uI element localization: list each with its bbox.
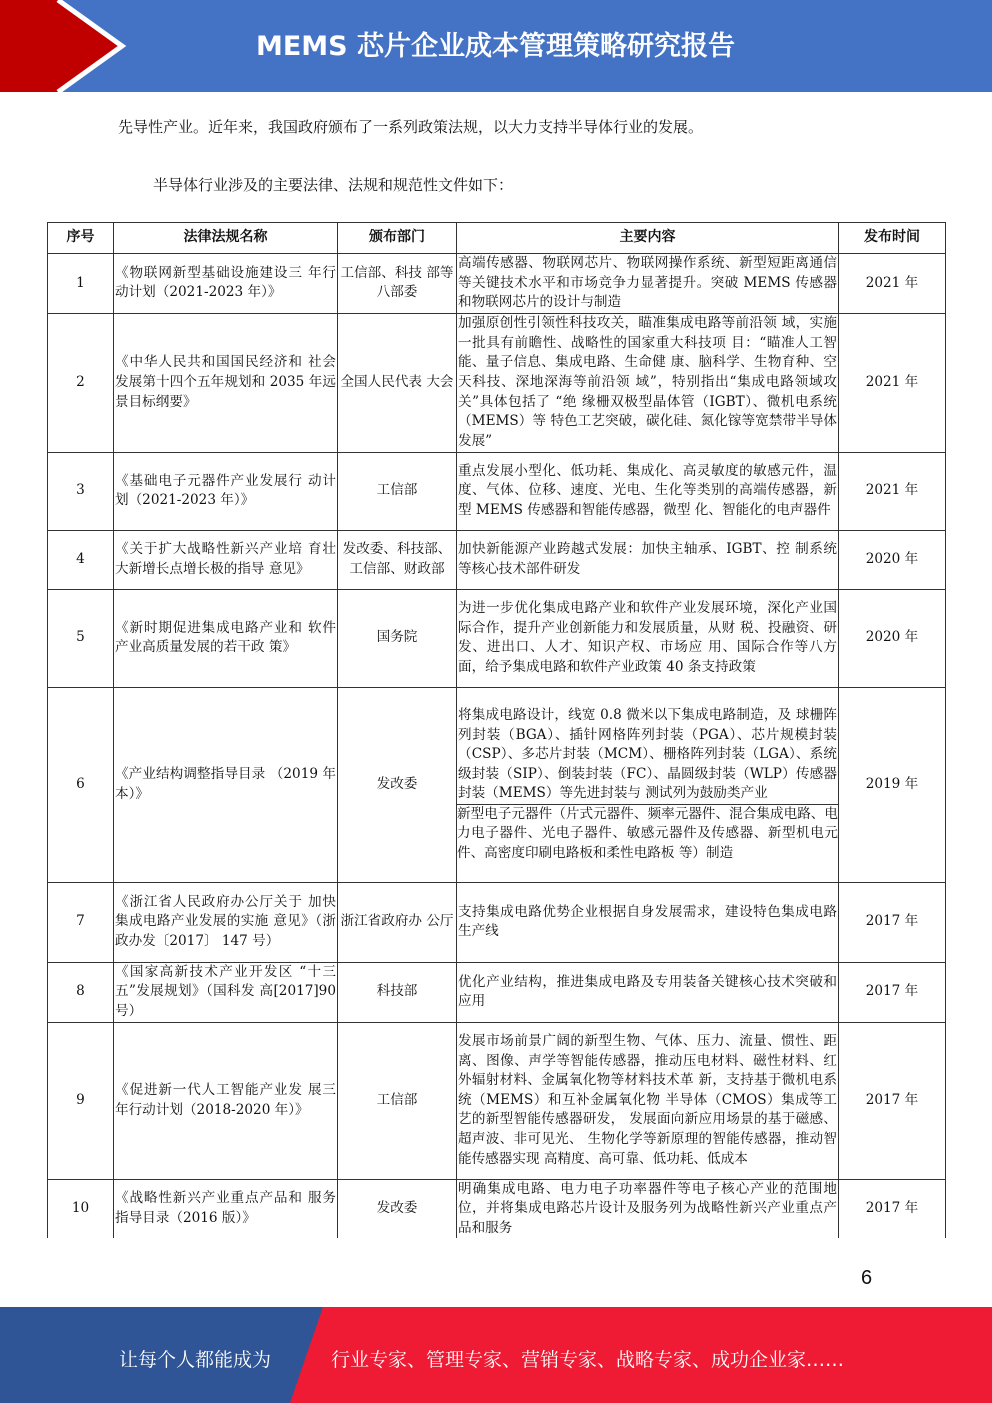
main-content	[457, 687, 839, 882]
content-paragraph: 为进一步优化集成电路产业和软件产业发展环境，深化产业国际合作，提升产业创新能力和发展质量，从财 税、投融资、研发、进出口、人才、知识产权、市场应 用、国际合作等八方面，给予集成电路和软件产业政策 40 条支持政策	[458, 600, 837, 675]
row-number: 1	[48, 254, 114, 314]
table-row	[48, 530, 946, 589]
footer-slogan-left: 让每个人都能成为	[119, 1349, 272, 1371]
publish-date: 2021 年	[839, 313, 946, 452]
arrow-decoration-icon	[0, 0, 130, 92]
regulation-name: 《物联网新型基础设施建设三 年行动计划（2021-2023 年）》	[114, 254, 338, 314]
content-paragraph: 高端传感器、物联网芯片、物联网操作系统、新型短距离通信等关键技术水平和市场竞争力显著提升。突破 MEMS 传感器和物联网芯片的设计与制造	[458, 255, 837, 311]
table-row	[48, 687, 946, 882]
footer-banner	[0, 1307, 992, 1403]
regulation-name: 《新时期促进集成电路产业和 软件产业高质量发展的若干政 策》	[114, 589, 338, 687]
row-number: 5	[48, 589, 114, 687]
header-date: 发布时间	[839, 223, 946, 254]
issuing-department: 工信部	[338, 1022, 457, 1179]
table-row	[48, 254, 946, 314]
row-number: 8	[48, 962, 114, 1022]
row-number: 4	[48, 530, 114, 589]
publish-date: 2017 年	[839, 882, 946, 962]
main-content	[457, 254, 839, 314]
regulation-name: 《促进新一代人工智能产业发 展三年行动计划（2018-2020 年）》	[114, 1022, 338, 1179]
row-number: 3	[48, 452, 114, 530]
publish-date: 2019 年	[839, 687, 946, 882]
publish-date: 2020 年	[839, 589, 946, 687]
content-paragraph: 支持集成电路优势企业根据自身发展需求，建设特色集成电路生产线	[458, 903, 837, 940]
content-paragraph: 新型电子元器件（片式元器件、频率元器件、混合集成电路、电力电子器件、光电子器件、敏感元器件及传感器、新型机电元件、高密度印刷电路板和柔性电路板 等）制造	[457, 804, 838, 864]
issuing-department: 工信部	[338, 452, 457, 530]
report-title: MEMS 芯片企业成本管理策略研究报告	[256, 31, 736, 62]
row-number: 6	[48, 687, 114, 882]
issuing-department: 工信部、科技 部等八部委	[338, 254, 457, 314]
issuing-department: 国务院	[338, 589, 457, 687]
publish-date: 2017 年	[839, 962, 946, 1022]
table-caption: 半导体行业涉及的主要法律、法规和规范性文件如下：	[153, 176, 514, 194]
table-row	[48, 1022, 946, 1179]
regulation-name: 《战略性新兴产业重点产品和 服务指导目录（2016 版）》	[114, 1179, 338, 1238]
intro-paragraph: 先导性产业。近年来，我国政府颁布了一系列政策法规，以大力支持半导体行业的发展。	[118, 118, 704, 136]
row-number: 7	[48, 882, 114, 962]
header-content: 主要内容	[457, 223, 839, 254]
regulation-name: 《浙江省人民政府办公厅关于 加快集成电路产业发展的实施 意见》（浙政办发〔2017〕 147 号）	[114, 882, 338, 962]
main-content	[457, 589, 839, 687]
table-row	[48, 589, 946, 687]
main-content	[457, 313, 839, 452]
issuing-department: 发改委	[338, 1179, 457, 1238]
publish-date: 2021 年	[839, 452, 946, 530]
content-paragraph: 重点发展小型化、低功耗、集成化、高灵敏度的敏感元件，温度、气体、位移、速度、光电、生化等类别的高端传感器，新型 MEMS 传感器和智能传感器，微型 化、智能化的电声器件	[458, 462, 837, 519]
table-row	[48, 313, 946, 452]
header-banner	[0, 0, 992, 92]
issuing-department: 发改委	[338, 687, 457, 882]
content-paragraph: 加快新能源产业跨越式发展：加快主轴承、IGBT、控 制系统等核心技术部件研发	[458, 541, 837, 577]
table-row	[48, 1179, 946, 1238]
main-content	[457, 1179, 839, 1238]
header-dept: 颁布部门	[338, 223, 457, 254]
table-row	[48, 452, 946, 530]
publish-date: 2017 年	[839, 1022, 946, 1179]
regulation-name: 《关于扩大战略性新兴产业培 育壮大新增长点增长极的指导 意见》	[114, 530, 338, 589]
page-number: 6	[861, 1267, 873, 1289]
publish-date: 2020 年	[839, 530, 946, 589]
main-content	[457, 530, 839, 589]
row-number: 10	[48, 1179, 114, 1238]
publish-date: 2017 年	[839, 1179, 946, 1238]
regulations-table	[47, 222, 946, 1238]
regulation-name: 《产业结构调整指导目录 （2019 年本）》	[114, 687, 338, 882]
row-number: 2	[48, 313, 114, 452]
row-number: 9	[48, 1022, 114, 1179]
main-content	[457, 962, 839, 1022]
table-row	[48, 882, 946, 962]
regulation-name: 《基础电子元器件产业发展行 动计划（2021-2023 年）》	[114, 452, 338, 530]
regulation-name: 《国家高新技术产业开发区 “十三五”发展规划》（国科发 高[2017]90 号）	[114, 962, 338, 1022]
content-paragraph: 明确集成电路、电力电子功率器件等电子核心产业的范围地位，并将集成电路芯片设计及服务列为战略性新兴产业重点产品和服务	[458, 1180, 837, 1236]
table-row	[48, 962, 946, 1022]
content-paragraph: 将集成电路设计，线宽 0.8 微米以下集成电路制造，及 球栅阵列封装（BGA）、插针网格阵列封装（PGA）、芯片规模封装（CSP）、多芯片封装（MCM）、栅格阵列封装（LGA）、系统级封装（SIP）、倒装封装（FC）、晶圆级封装（WLP）传感器封装（MEMS）等先进封装与 测试列为鼓励类产业	[458, 706, 837, 802]
issuing-department: 发改委、科技部、工信部、财政部	[338, 530, 457, 589]
issuing-department: 浙江省政府办 公厅	[338, 882, 457, 962]
footer-slogan-right: 行业专家、管理专家、营销专家、战略专家、成功企业家……	[331, 1349, 845, 1371]
table-header-row	[48, 223, 946, 254]
issuing-department: 全国人民代表 大会	[338, 313, 457, 452]
content-paragraph: 优化产业结构，推进集成电路及专用装备关键核心技术突破和应用	[458, 973, 837, 1010]
header-name: 法律法规名称	[114, 223, 338, 254]
header-no: 序号	[48, 223, 114, 254]
main-content	[457, 452, 839, 530]
main-content	[457, 1022, 839, 1179]
content-paragraph: 发展市场前景广阔的新型生物、气体、压力、流量、惯性、距离、图像、声学等智能传感器，推动压电材料、磁性材料、红外辐射材料、金属氧化物等材料技术革 新，支持基于微机电系统（MEMS）和互补金属氧化物 半导体（CMOS）集成等工艺的新型智能传感器研发， 发展面向新应用场景的基于磁感、超声波、非可见光、 生物化学等新原理的智能传感器，推动智能传感器实现 高精度、高可靠、低功耗、低成本	[458, 1032, 837, 1167]
content-paragraph: 加强原创性引领性科技攻关，瞄准集成电路等前沿领 域，实施一批具有前瞻性、战略性的国家重大科技项 目：“瞄准人工智能、量子信息、集成电路、生命健 康、脑科学、生物育种、空天科技、深地深海等前沿领 域”，特别指出“集成电路领域攻关”具体包括了 “绝 缘栅双极型晶体管（IGBT）、微机电系统（MEMS）等 特色工艺突破，碳化硅、氮化镓等宽禁带半导体发展”	[458, 315, 837, 449]
main-content	[457, 882, 839, 962]
regulation-name: 《中华人民共和国国民经济和 社会发展第十四个五年规划和 2035 年远景目标纲要》	[114, 313, 338, 452]
publish-date: 2021 年	[839, 254, 946, 314]
issuing-department: 科技部	[338, 962, 457, 1022]
